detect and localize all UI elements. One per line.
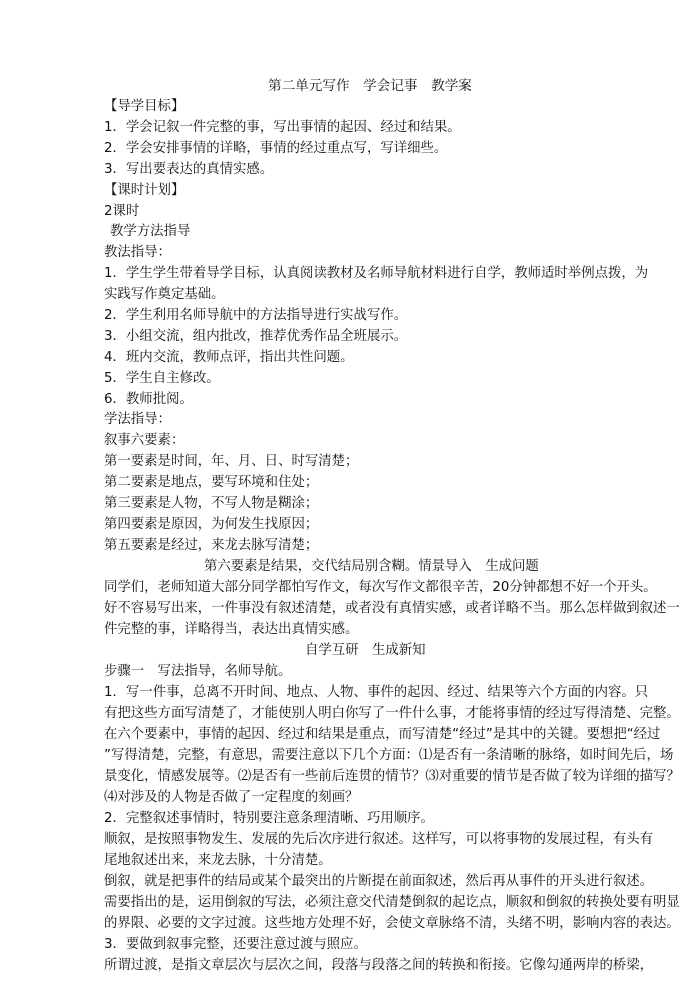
- objective-item: 2．学会安排事情的详略，事情的经过重点写，写详细些。: [104, 141, 448, 156]
- body-line: 在六个要素中，事情的起因、经过和结果是重点，而写清楚“经过”是其中的关键。要想把“经过: [104, 727, 661, 742]
- element-line: 第三要素是人物，不写人物是糊涂；: [104, 496, 319, 511]
- body-line: ”写得清楚，完整，有意思，需要注意以下几个方面：⑴是否有一条清晰的脉络，如时间先后，场: [104, 748, 674, 763]
- body-line: 景变化，情感发展等。⑵是否有一些前后连贯的情节？⑶对重要的情节是否做了较为详细的描写？: [104, 769, 680, 784]
- element-line: 第二要素是地点，要写环境和住处；: [104, 475, 319, 490]
- body-line: 倒叙，就是把事件的结局或某个最突出的片断提在前面叙述，然后再从事件的开头进行叙述。: [104, 874, 654, 889]
- element-line: 第一要素是时间，年、月、日、时写清楚；: [104, 454, 359, 469]
- teaching-step: 1．学生学生带着导学目标，认真阅读教材及名师导航材料进行自学，教师适时举例点拨，为: [104, 266, 649, 281]
- element-line: 第五要素是经过，来龙去脉写清楚；: [104, 538, 319, 553]
- body-line: 有把这些方面写清楚了，才能使别人明白你写了一件什么事，才能将事情的经过写得清楚、完整。: [104, 706, 680, 721]
- body-line: 顺叙，是按照事物发生、发展的先后次序进行叙述。这样写，可以将事物的发展过程，有头有: [104, 832, 654, 847]
- objective-item: 3．写出要表达的真情实感。: [104, 162, 274, 177]
- teaching-step: 3．小组交流，组内批改，推荐优秀作品全班展示。: [104, 329, 408, 344]
- subheading-learning: 学法指导：: [104, 412, 171, 427]
- body-line: 所谓过渡，是指文章层次与层次之间，段落与段落之间的转换和衔接。它像勾通两岸的桥梁，: [104, 958, 654, 973]
- body-line: 的界限、必要的文字过渡。这些地方处理不好，会使文章脉络不清，头绪不明，影响内容的表达。: [104, 916, 680, 931]
- schedule-text: 2课时: [104, 204, 140, 219]
- body-line: 2．完整叙述事情时，特别要注意条理清晰、巧用顺序。: [104, 811, 434, 826]
- body-line: ⑷对涉及的人物是否做了一定程度的刻画？: [104, 790, 359, 805]
- body-line: 尾地叙述出来，来龙去脉，十分清楚。: [104, 853, 332, 868]
- element-line-with-heading: 第六要素是结果，交代结局别含糊。情景导入 生成问题: [204, 559, 539, 574]
- intro-paragraph-line: 件完整的事，详略得当，表达出真情实感。: [104, 622, 359, 637]
- subheading-teaching: 教法指导：: [104, 245, 171, 260]
- element-line: 第四要素是原因，为何发生找原因；: [104, 517, 319, 532]
- section-heading-schedule: 【课时计划】: [104, 183, 185, 198]
- document-title: 第二单元写作 学会记事 教学案: [268, 78, 472, 94]
- section-heading-selfstudy: 自学互研 生成新知: [305, 643, 426, 658]
- section-heading-objectives: 【导学目标】: [104, 99, 185, 114]
- intro-paragraph-line: 好不容易写出来，一件事没有叙述清楚，或者没有真情实感，或者详略不当。那么怎样做到叙述一: [104, 601, 680, 616]
- intro-paragraph-line: 同学们，老师知道大部分同学都怕写作文，每次写作文都很辛苦，20分钟都想不好一个开头。: [104, 580, 657, 595]
- teaching-step-cont: 实践写作奠定基础。: [104, 287, 225, 302]
- body-line: 需要指出的是，运用倒叙的写法，必须注意交代清楚倒叙的起讫点，顺叙和倒叙的转换处要有明显: [104, 895, 680, 910]
- teaching-step: 5．学生自主修改。: [104, 371, 220, 386]
- step-heading: 步骤一 写法指导，名师导航。: [104, 664, 292, 679]
- six-elements-heading: 叙事六要素：: [104, 433, 185, 448]
- teaching-step: 4．班内交流，教师点评，指出共性问题。: [104, 350, 354, 365]
- body-line: 3．要做到叙事完整，还要注意过渡与照应。: [104, 937, 367, 952]
- teaching-step: 2．学生利用名师导航中的方法指导进行实战写作。: [104, 308, 408, 323]
- body-line: 1．写一件事，总离不开时间、地点、人物、事件的起因、经过、结果等六个方面的内容。只: [104, 685, 649, 700]
- section-heading-method: 教学方法指导: [110, 224, 191, 239]
- teaching-step: 6．教师批阅。: [104, 392, 193, 407]
- objective-item: 1．学会记叙一件完整的事，写出事情的起因、经过和结果。: [104, 120, 461, 135]
